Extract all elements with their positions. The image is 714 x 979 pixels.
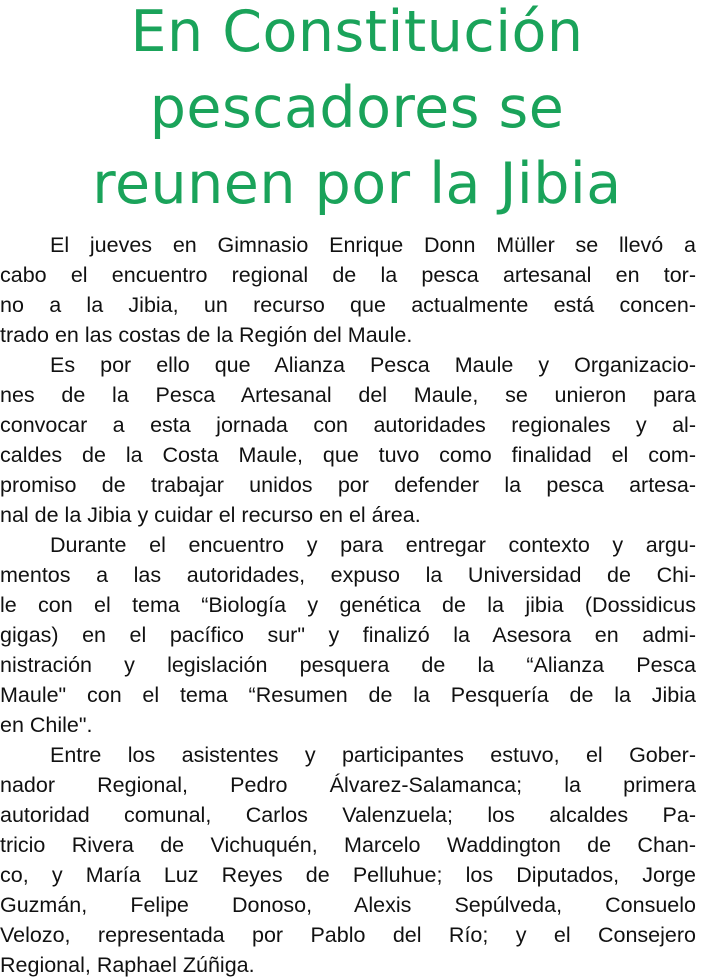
paragraph-4-line: tricio Rivera de Vichuquén, Marcelo Waddington de Chan-	[0, 833, 696, 857]
paragraph-4-line: Velozo, representada por Pablo del Río; y el Consejero	[0, 923, 696, 947]
paragraph-3-line: Durante el encuentro y para entregar contexto y argu-	[50, 533, 696, 557]
paragraph-4-line: Entre los asistentes y participantes estuvo, el Gober-	[50, 743, 696, 767]
paragraph-4-line: autoridad comunal, Carlos Valenzuela; los alcaldes Pa-	[0, 803, 696, 827]
paragraph-2-line: Es por ello que Alianza Pesca Maule y Organizacio-	[50, 353, 696, 377]
headline-line: reunen por la Jibia	[92, 151, 622, 217]
paragraph-1-line: trado en las costas de la Región del Maule.	[0, 323, 413, 347]
paragraph-1-line: cabo el encuentro regional de la pesca artesanal en tor-	[0, 263, 696, 287]
paragraph-2-line: nal de la Jibia y cuidar el recurso en el área.	[0, 503, 421, 527]
paragraph-4-line: Regional, Raphael Zúñiga.	[0, 953, 255, 977]
paragraph-4-line: nador Regional, Pedro Álvarez-Salamanca; la primera	[0, 773, 696, 797]
paragraph-3-line: mentos a las autoridades, expuso la Universidad de Chi-	[0, 563, 696, 587]
paragraph-3-line: Maule" con el tema “Resumen de la Pesquería de la Jibia	[0, 683, 696, 707]
paragraph-2-line: convocar a esta jornada con autoridades regionales y al-	[0, 413, 696, 437]
paragraph-2-line: promiso de trabajar unidos por defender la pesca artesa-	[0, 473, 696, 497]
paragraph-3-line: gigas) en el pacífico sur" y finalizó la Asesora en admi-	[0, 623, 696, 647]
paragraph-4-line: Guzmán, Felipe Donoso, Alexis Sepúlveda, Consuelo	[0, 893, 696, 917]
paragraph-2-line: nes de la Pesca Artesanal del Maule, se unieron para	[0, 383, 696, 407]
paragraph-2-line: caldes de la Costa Maule, que tuvo como finalidad el com-	[0, 443, 696, 467]
paragraph-3-line: en Chile".	[0, 713, 93, 737]
paragraph-1-line: no a la Jibia, un recurso que actualmente está concen-	[0, 293, 696, 317]
headline-line: pescadores se	[149, 75, 565, 141]
paragraph-1-line: El jueves en Gimnasio Enrique Donn Müller se llevó a	[50, 233, 696, 257]
headline-line: En Constitución	[130, 0, 584, 65]
paragraph-4-line: co, y María Luz Reyes de Pelluhue; los Diputados, Jorge	[0, 863, 696, 887]
paragraph-3-line: le con el tema “Biología y genética de la jibia (Dossidicus	[0, 593, 696, 617]
paragraph-3-line: nistración y legislación pesquera de la “Alianza Pesca	[0, 653, 696, 677]
